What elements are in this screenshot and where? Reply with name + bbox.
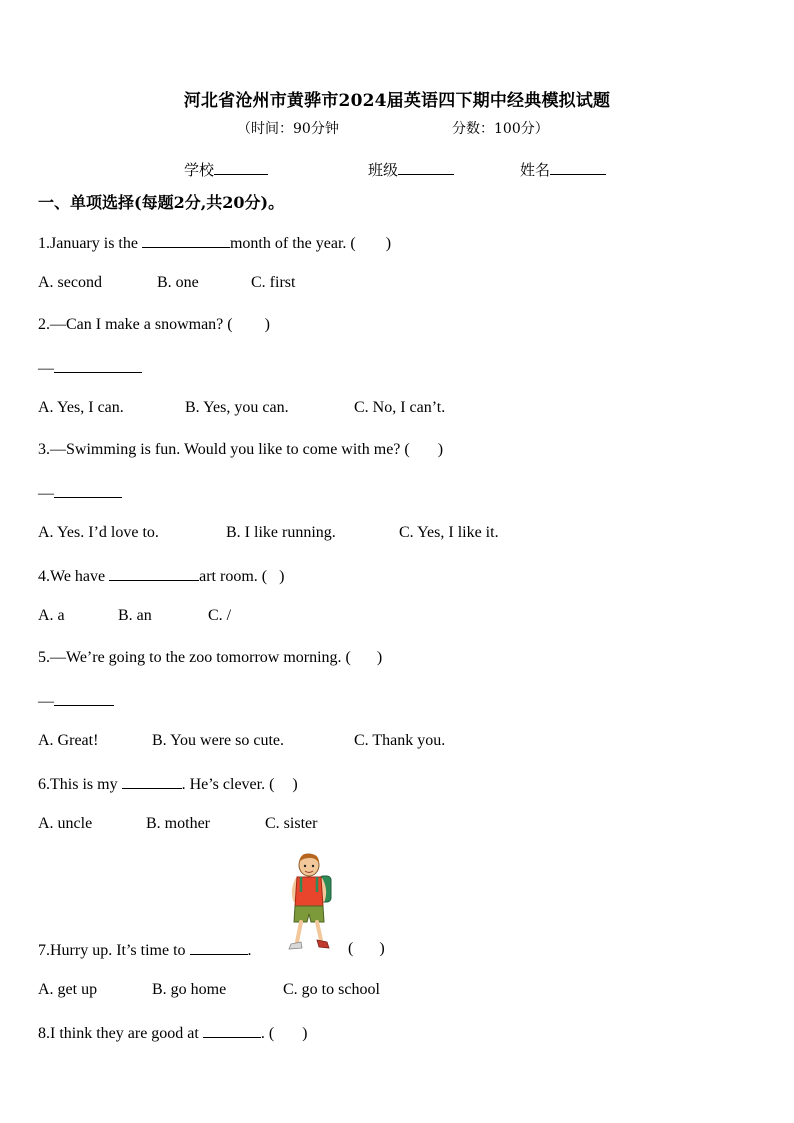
answer-line xyxy=(38,483,122,503)
option-c[interactable]: C. Thank you. xyxy=(354,732,446,749)
answer-paren: ) xyxy=(264,316,270,333)
answer-blank[interactable] xyxy=(142,233,230,248)
question-text: . He’s clever. ( xyxy=(181,776,275,793)
question-text: Can I make a snowman? ( xyxy=(66,316,233,333)
question-2 xyxy=(38,316,270,334)
option-a[interactable]: A. Yes, I can. xyxy=(38,399,124,416)
option-c[interactable]: C. / xyxy=(208,607,232,624)
name-field xyxy=(520,159,606,180)
question-text: Swimming is fun. Would you like to come with me? ( xyxy=(66,441,410,458)
answer-blank[interactable] xyxy=(109,566,199,581)
option-a[interactable]: A. Yes. I’d love to. xyxy=(38,524,159,541)
option-c[interactable]: C. go to school xyxy=(283,981,380,998)
option-a[interactable]: A. Great! xyxy=(38,732,99,749)
answer-blank[interactable] xyxy=(54,358,142,373)
question-number: 5.— xyxy=(38,649,66,666)
answer-dash: — xyxy=(38,693,54,710)
question-text: We have xyxy=(50,568,110,585)
question-text: . xyxy=(247,942,252,959)
question-text: January is the xyxy=(50,235,142,252)
answer-blank[interactable] xyxy=(203,1023,261,1038)
class-blank[interactable] xyxy=(398,160,454,175)
question-text: I think they are good at xyxy=(50,1025,203,1042)
schoolboy-illustration xyxy=(283,852,335,954)
answer-paren: ) xyxy=(292,776,298,793)
answer-line xyxy=(38,358,142,378)
name-blank[interactable] xyxy=(550,160,606,175)
exam-score: 分数：100分） xyxy=(452,121,549,137)
option-a[interactable]: A. uncle xyxy=(38,815,93,832)
answer-paren: ) xyxy=(379,940,385,957)
question-5 xyxy=(38,649,382,667)
answer-dash: — xyxy=(38,485,54,502)
class-label: 班级 xyxy=(368,161,399,179)
answer-blank[interactable] xyxy=(54,483,122,498)
option-a[interactable]: A. get up xyxy=(38,981,98,998)
option-c[interactable]: C. first xyxy=(251,274,296,291)
question-1 xyxy=(38,233,391,253)
question-3 xyxy=(38,441,443,459)
question-text: art room. ( xyxy=(199,568,268,585)
question-number: 4. xyxy=(38,568,50,585)
question-number: 8. xyxy=(38,1025,50,1042)
option-b[interactable]: B. an xyxy=(118,607,152,624)
exam-time: （时间：90分钟 xyxy=(237,121,339,137)
answer-paren: ) xyxy=(385,235,392,252)
answer-paren-group xyxy=(348,940,385,958)
question-text: Hurry up. It’s time to xyxy=(50,942,190,959)
question-6 xyxy=(38,774,298,794)
question-text: We’re going to the zoo tomorrow morning. ( xyxy=(66,649,351,666)
question-number: 6. xyxy=(38,776,50,793)
option-b[interactable]: B. I like running. xyxy=(226,524,336,541)
answer-paren: ) xyxy=(376,649,383,666)
question-text: This is my xyxy=(50,776,122,793)
question-4 xyxy=(38,566,284,586)
option-c[interactable]: C. Yes, I like it. xyxy=(399,524,499,541)
school-blank[interactable] xyxy=(214,160,268,175)
question-7 xyxy=(38,940,252,960)
name-label: 姓名 xyxy=(520,161,551,179)
option-c[interactable]: C. No, I can’t. xyxy=(354,399,446,416)
school-label: 学校 xyxy=(184,161,215,179)
page-title: 河北省沧州市黄骅市2024届英语四下期中经典模拟试题 xyxy=(183,91,611,111)
option-b[interactable]: B. You were so cute. xyxy=(152,732,284,749)
answer-line xyxy=(38,691,114,711)
option-b[interactable]: B. one xyxy=(157,274,199,291)
answer-blank[interactable] xyxy=(54,691,114,706)
question-text: . ( xyxy=(260,1025,275,1042)
question-8 xyxy=(38,1023,308,1043)
option-b[interactable]: B. Yes, you can. xyxy=(185,399,289,416)
answer-paren: ) xyxy=(437,441,444,458)
class-field xyxy=(368,159,454,180)
question-number: 2.— xyxy=(38,316,66,333)
answer-blank[interactable] xyxy=(122,774,182,789)
answer-paren: ) xyxy=(279,568,285,585)
question-number: 1. xyxy=(38,235,50,252)
question-text: month of the year. ( xyxy=(229,235,356,252)
question-number: 3.— xyxy=(38,441,66,458)
option-b[interactable]: B. go home xyxy=(152,981,227,998)
section-heading: 一、单项选择(每题2分,共20分)。 xyxy=(38,193,285,212)
answer-blank[interactable] xyxy=(190,940,248,955)
answer-dash: — xyxy=(38,360,54,377)
option-c[interactable]: C. sister xyxy=(265,815,318,832)
question-number: 7. xyxy=(38,942,50,959)
option-b[interactable]: B. mother xyxy=(146,815,210,832)
school-field xyxy=(184,159,268,180)
answer-paren: ) xyxy=(302,1025,308,1042)
option-a[interactable]: A. a xyxy=(38,607,65,624)
answer-paren-open: ( xyxy=(348,940,354,957)
option-a[interactable]: A. second xyxy=(38,274,102,291)
